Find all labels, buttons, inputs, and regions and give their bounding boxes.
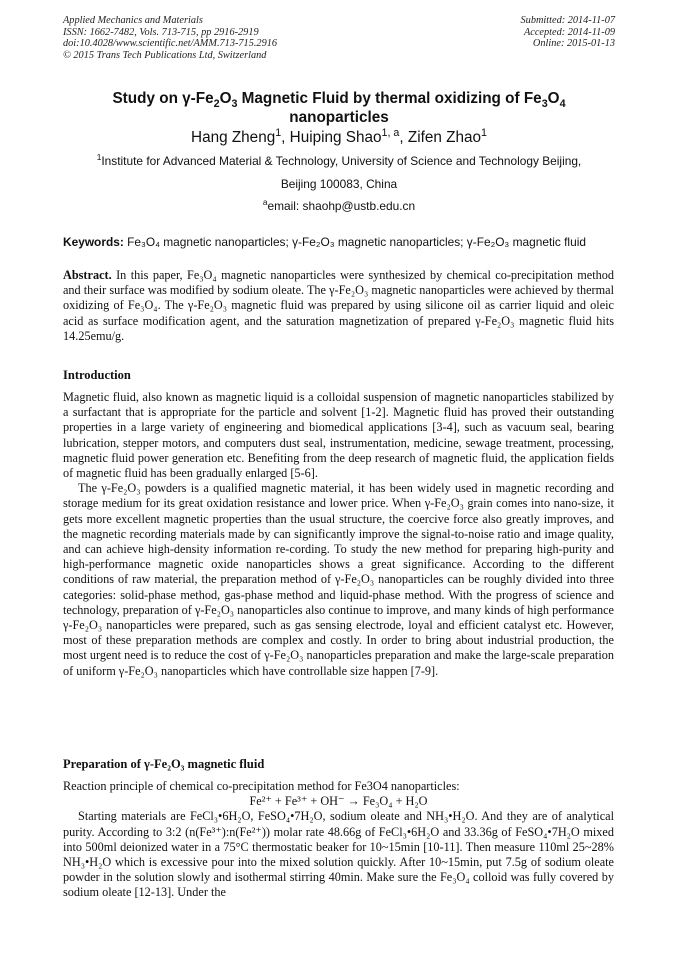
journal-name: Applied Mechanics and Materials [63,15,203,26]
paragraph: Starting materials are FeCl₃•6H₂O, FeSO₄•7H₂O, sodium oleate and NH₃•H₂O. And they are of analytical purity. According to 3:2 (n(Fe³⁺):n(Fe²⁺)) molar rate 48.66g of FeCl₃•6H₂O and 33.36g of FeSO₄•7H₂O mixed into 500ml deionized water in a 75°C thermostatic beaker for 10~15min [10-11]. Then measure 110ml 25~28% NH₃•H₂O which is excessive pour into the mixed solution quickly. After 10~15min, put 7.5g of sodium oleate powder in the solution slowly and isothermal stirring 40min. Make sure the Fe₃O₄ colloid was fully covered by sodium oleate [12-13]. Under the [63,809,614,900]
affiliation: $^1$Institute for Advanced Material & Technology, University of Science and Technology Beijing, [96,152,582,168]
reaction-equation: Fe²⁺ + Fe³⁺ + OH⁻ → Fe₃O₄ + H₂O [249,794,428,809]
preparation-body [63,779,614,901]
keywords-label: Keywords: [63,235,124,249]
paper-title: Study on $\gamma-Fe_2O_3$ Magnetic Fluid by thermal oxidizing of $Fe_3O_4$ nanoparticles [112,90,566,126]
issn-line: ISSN: 1662-7482, Vols. 713-715, pp 2916-2919 [63,26,259,38]
journal-info [63,15,277,62]
affiliation-city: Beijing 100083, China [280,177,398,191]
introduction-body [63,390,614,679]
keywords-text: Fe₃O₄ magnetic nanoparticles; γ-Fe₂O₃ magnetic nanoparticles; γ-Fe₂O₃ magnetic fluid [123,235,586,249]
accepted-date: Accepted: 2014-11-09 [523,26,615,38]
abstract-text: In this paper, Fe₃O₄ magnetic nanoparticles were synthesized by chemical co-precipitation method and their surface was modified by sodium oleate. The γ-Fe₂O₃ magnetic nanoparticles were achieved by thermal oxidizing of Fe₃O₄. The γ-Fe₂O₃ magnetic fluid was prepared by using silicone oil as carrier liquid and oleic acid as surface modification agent, and the saturation magnetization of prepared γ-Fe₂O₃ magnetic fluid hits 14.25emu/g. [63,268,614,343]
keywords [63,235,623,249]
paragraph: Magnetic fluid, also known as magnetic liquid is a colloidal suspension of magnetic nanoparticles stabilized by a surfactant that is appropriate for the particle and solvent [1-2]. Magnetic fluid has proved their outstanding properties in a large variety of engineering and biomedical applications [3-4], such as vacuum seal, bearing lubrication, stepper motors, and computers dust seal, instrumentation, medicine, sewage treatment, processing, magnetic fluid power generation etc. Benefiting from the deep research of magnetic fluid, the application fields of magnetic fluid has been gradually enlarged [5-6]. [63,390,614,481]
doi-line: doi:10.4028/www.scientific.net/AMM.713-715.2916 [63,38,278,50]
online-date: Online: 2015-01-13 [532,38,615,50]
author-name: Zifen Zhao [407,129,482,146]
author-name: Huiping Shao [289,129,382,146]
email: $^a$email: shaohp@ustb.edu.cn [262,197,416,213]
author-name: Hang Zheng [191,129,276,146]
abstract-label: Abstract. [63,268,112,282]
paragraph: The γ-Fe₂O₃ powders is a qualified magnetic material, it has been widely used in magnetic recording and storage medium for its great oxidation resistance and lower price. When γ-Fe₂O₃ grain comes into nano-size, it gets more excellent magnetic properties than the usual structure, the coercive force also greatly improves, and the magnetic recording materials made by can significantly improve the signal-to-noise ratio and image quality, and can achieve high-density information re-cording. To study the new method for preparing high-purity and high-performance magnetic oxide nanoparticles shows a great significance. According to the different conditions of raw material, the preparation method of γ-Fe₂O₃ nanoparticles can be roughly divided into three categories: solid-phase method, gas-phase method and liquid-phase method. With the progress of science and technology, preparation of γ-Fe₂O₃ nanoparticles also continue to improve, and many kinds of high performance γ-Fe₂O₃ nanoparticles were prepared, such as gas sensing electrode, loyal and efficient catalyst etc. However, most of these preparation methods are complex and costly. In order to bring about industrial production, the most urgent need is to reduce the cost of γ-Fe₂O₃ nanoparticles preparation and make the large-scale preparation of uniform γ-Fe₂O₃ nanoparticles which have controllable size happen [7-9]. [63,481,614,678]
abstract [63,268,614,344]
dates-info [521,15,615,50]
copyright-line: © 2015 Trans Tech Publications Ltd, Switzerland [63,50,267,62]
submitted-date: Submitted: 2014-11-07 [520,15,615,26]
paragraph: Reaction principle of chemical co-precipitation method for Fe3O4 nanoparticles: [63,779,460,793]
section-heading-preparation: Preparation of γ-Fe₂O₃ magnetic fluid [63,757,265,771]
author-list: Hang Zheng$^1$, Huiping Shao$^{1, a}$, Zifen Zhao$^1$ [191,126,487,146]
section-heading-introduction: Introduction [63,368,131,382]
